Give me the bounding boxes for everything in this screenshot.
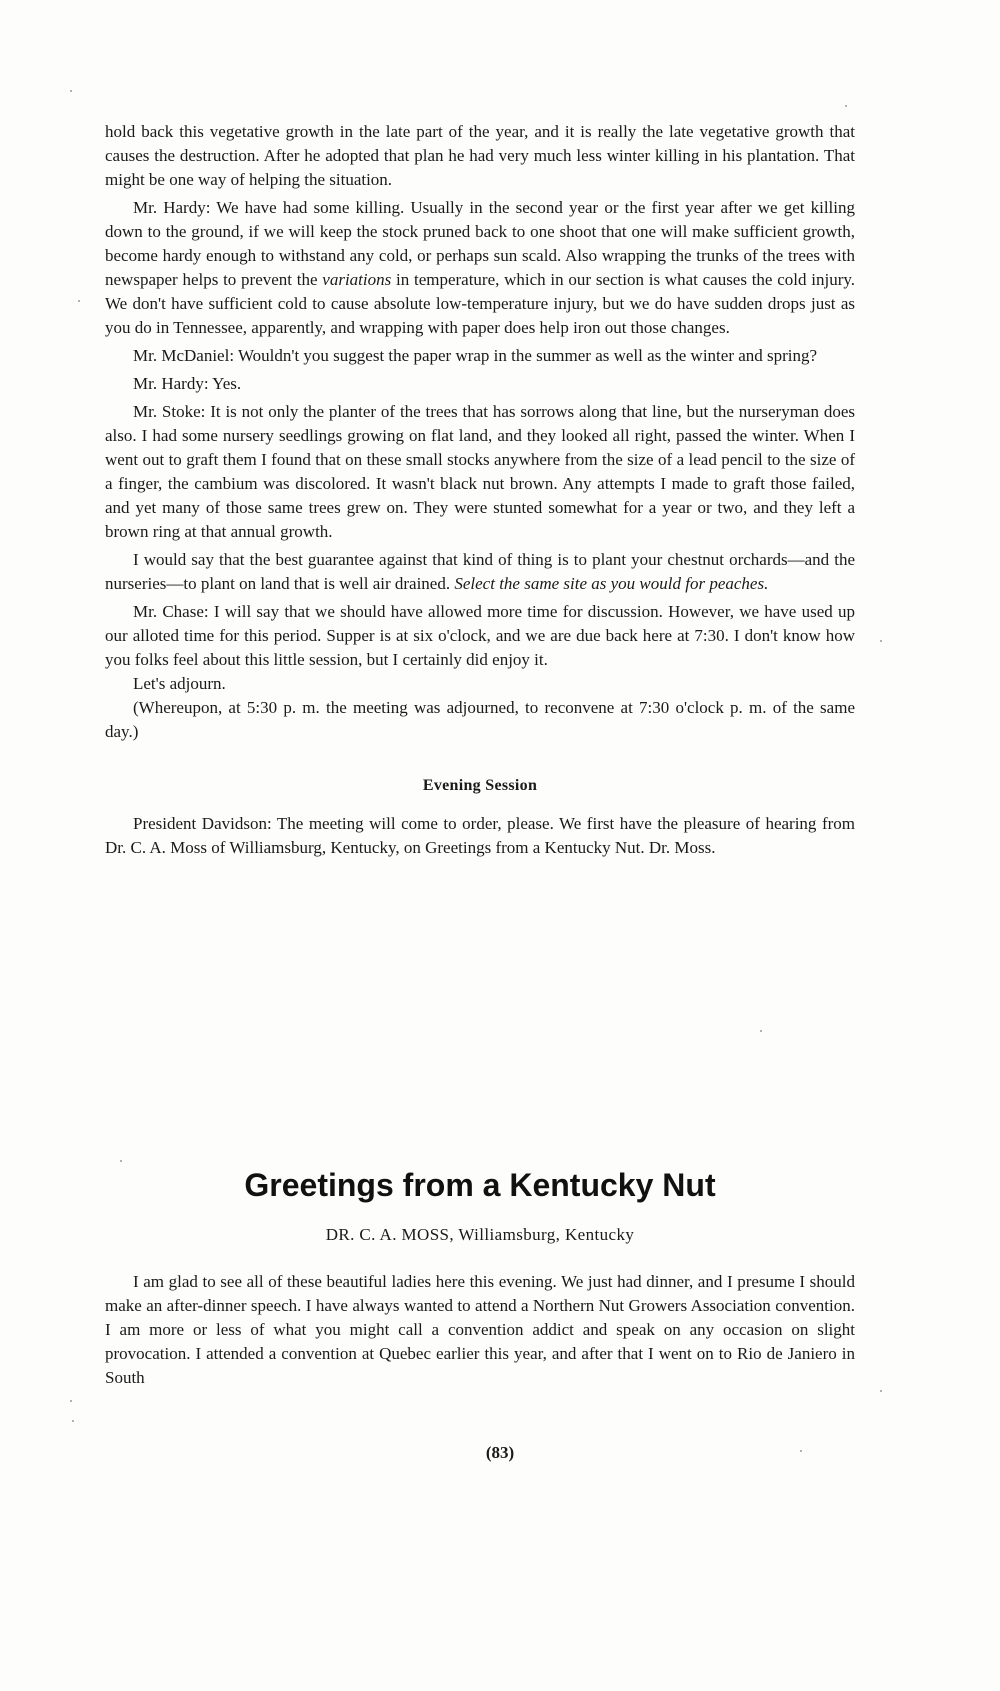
scan-speck (880, 640, 882, 642)
scan-speck (845, 105, 847, 107)
paragraph-hardy-2: Mr. Hardy: Yes. (133, 374, 242, 393)
paragraph-davidson: President Davidson: The meeting will come to order, please. We first have the pleasure of hearing from Dr. C. A. Moss of Williamsburg, Kentucky, on Greetings from a Kentucky Nut. Dr. Moss. (105, 814, 855, 857)
scan-speck (78, 300, 80, 302)
hardy-italic-word: variations (322, 270, 392, 289)
scan-speck (760, 1030, 762, 1032)
scan-speck (800, 1450, 802, 1452)
paragraph-continuation: hold back this vegetative growth in the late part of the year, and it is really the late vegetative growth that causes the destruction. After he adopted that plan he had very much less winter killing in his plantation. That might be one way of helping the situation. (105, 122, 855, 189)
paragraph-whereupon: (Whereupon, at 5:30 p. m. the meeting was adjourned, to reconvene at 7:30 o'clock p. m. of the same day.) (105, 698, 855, 741)
hardy-text-start: Mr. Hardy: We have had some killing. Usually in the second year or the first year after we get killing down to the ground, if we will keep the stock pruned back to one shoot that one will make sufficient growth, become hardy enough to withstand any cold, or perhaps sun scald. Also wrapping the trunks of the trees with newspaper helps to prevent the (105, 198, 855, 289)
paragraph-adjourn: Let's adjourn. (133, 674, 226, 693)
paragraph-guarantee (105, 548, 855, 596)
guarantee-italic-text: Select the same site as you would for peaches. (454, 574, 769, 593)
article-body (105, 1270, 855, 1390)
scan-speck (70, 1400, 72, 1402)
page-number: (83) (485, 1443, 515, 1462)
discussion-text (105, 120, 855, 860)
paragraph-stoke: Mr. Stoke: It is not only the planter of the trees that has sorrows along that line, but the nurseryman does also. I had some nursery seedlings growing on flat land, and they looked all right, passed the winter. When I went out to graft them I found that on these small stocks anywhere from the size of a lead pencil to the size of a finger, the cambium was discolored. It wasn't black nut brown. Any attempts I made to graft those failed, and yet many of those same trees grew on. They were stunted somewhat for a year or two, and they left a brown ring at that annual growth. (105, 402, 855, 541)
session-heading: Evening Session (422, 777, 538, 794)
paragraph-hardy-1 (105, 196, 855, 340)
article-paragraph: I am glad to see all of these beautiful ladies here this evening. We just had dinner, and I presume I should make an after-dinner speech. I have always wanted to attend a Northern Nut Growers Association convention. I am more or less of what you might call a convention addict and speak on any occasion on slight provocation. I attended a convention at Quebec earlier this year, and after that I went on to Rio de Janiero in South (105, 1272, 855, 1387)
article-byline: DR. C. A. MOSS, Williamsburg, Kentucky (325, 1225, 635, 1244)
paragraph-mcdaniel: Mr. McDaniel: Wouldn't you suggest the paper wrap in the summer as well as the winter and spring? (133, 346, 818, 365)
paragraph-chase: Mr. Chase: I will say that we should have allowed more time for discussion. However, we have used up our alloted time for this period. Supper is at six o'clock, and we are due back here at 7:30. I don't know how you folks feel about this little session, but I certainly did enjoy it. (105, 602, 855, 669)
article-title: Greetings from a Kentucky Nut (244, 1167, 716, 1203)
scan-speck (120, 1160, 122, 1162)
guarantee-text: I would say that the best guarantee against that kind of thing is to plant your chestnut orchards—and the nurseries—to plant on land that is well air drained. (105, 550, 855, 593)
scan-speck (70, 90, 72, 92)
scan-speck (880, 1390, 882, 1392)
hardy-text-end: in temperature, which in our section is what causes the cold injury. We don't have sufficient cold to cause absolute low-temperature injury, but we do have sudden drops just as you do in Tennessee, apparently, and wrapping with paper does help iron out those changes. (105, 270, 855, 337)
scan-speck (72, 1420, 74, 1422)
